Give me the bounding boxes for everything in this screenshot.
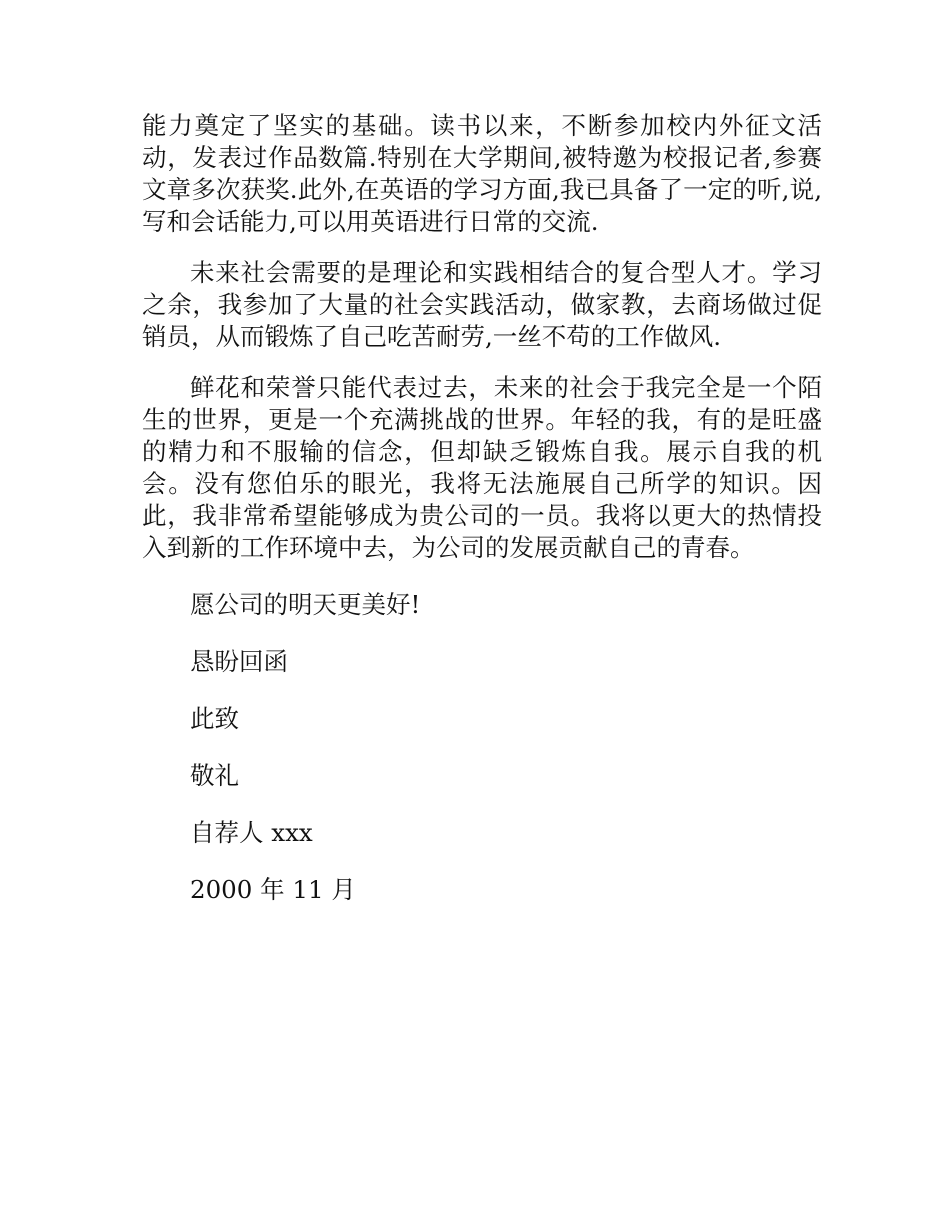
signature: 自荐人 xxx — [190, 818, 313, 847]
closing-salutation: 此致 — [190, 704, 239, 733]
paragraph-continuation: 能力奠定了坚实的基础。读书以来，不断参加校内外征文活动，发表过作品数篇.特别在大学期间,被特邀为校报记者,参赛文章多次获奖.此外,在英语的学习方面,我已具备了一定的听,说,写和会话能力,可以用英语进行日常的交流. — [142, 111, 822, 236]
letter-body — [142, 110, 822, 906]
closing-regards: 敬礼 — [190, 761, 239, 790]
closing-request-reply: 恳盼回函 — [190, 647, 288, 676]
paragraph-social-practice: 未来社会需要的是理论和实践相结合的复合型人才。学习之余，我参加了大量的社会实践活动，做家教，去商场做过促销员，从而锻炼了自己吃苦耐劳,一丝不苟的工作做风. — [142, 258, 822, 351]
letter-date: 2000 年 11 月 — [190, 875, 356, 904]
closing-wish: 愿公司的明天更美好! — [190, 590, 421, 619]
paragraph-future-outlook: 鲜花和荣誉只能代表过去，未来的社会于我完全是一个陌生的世界，更是一个充满挑战的世界。年轻的我，有的是旺盛的精力和不服输的信念，但却缺乏锻炼自我。展示自我的机会。没有您伯乐的眼光，我将无法施展自己所学的知识。因此，我非常希望能够成为贵公司的一员。我将以更大的热情投入到新的工作环境中去，为公司的发展贡献自己的青春。 — [142, 373, 822, 562]
